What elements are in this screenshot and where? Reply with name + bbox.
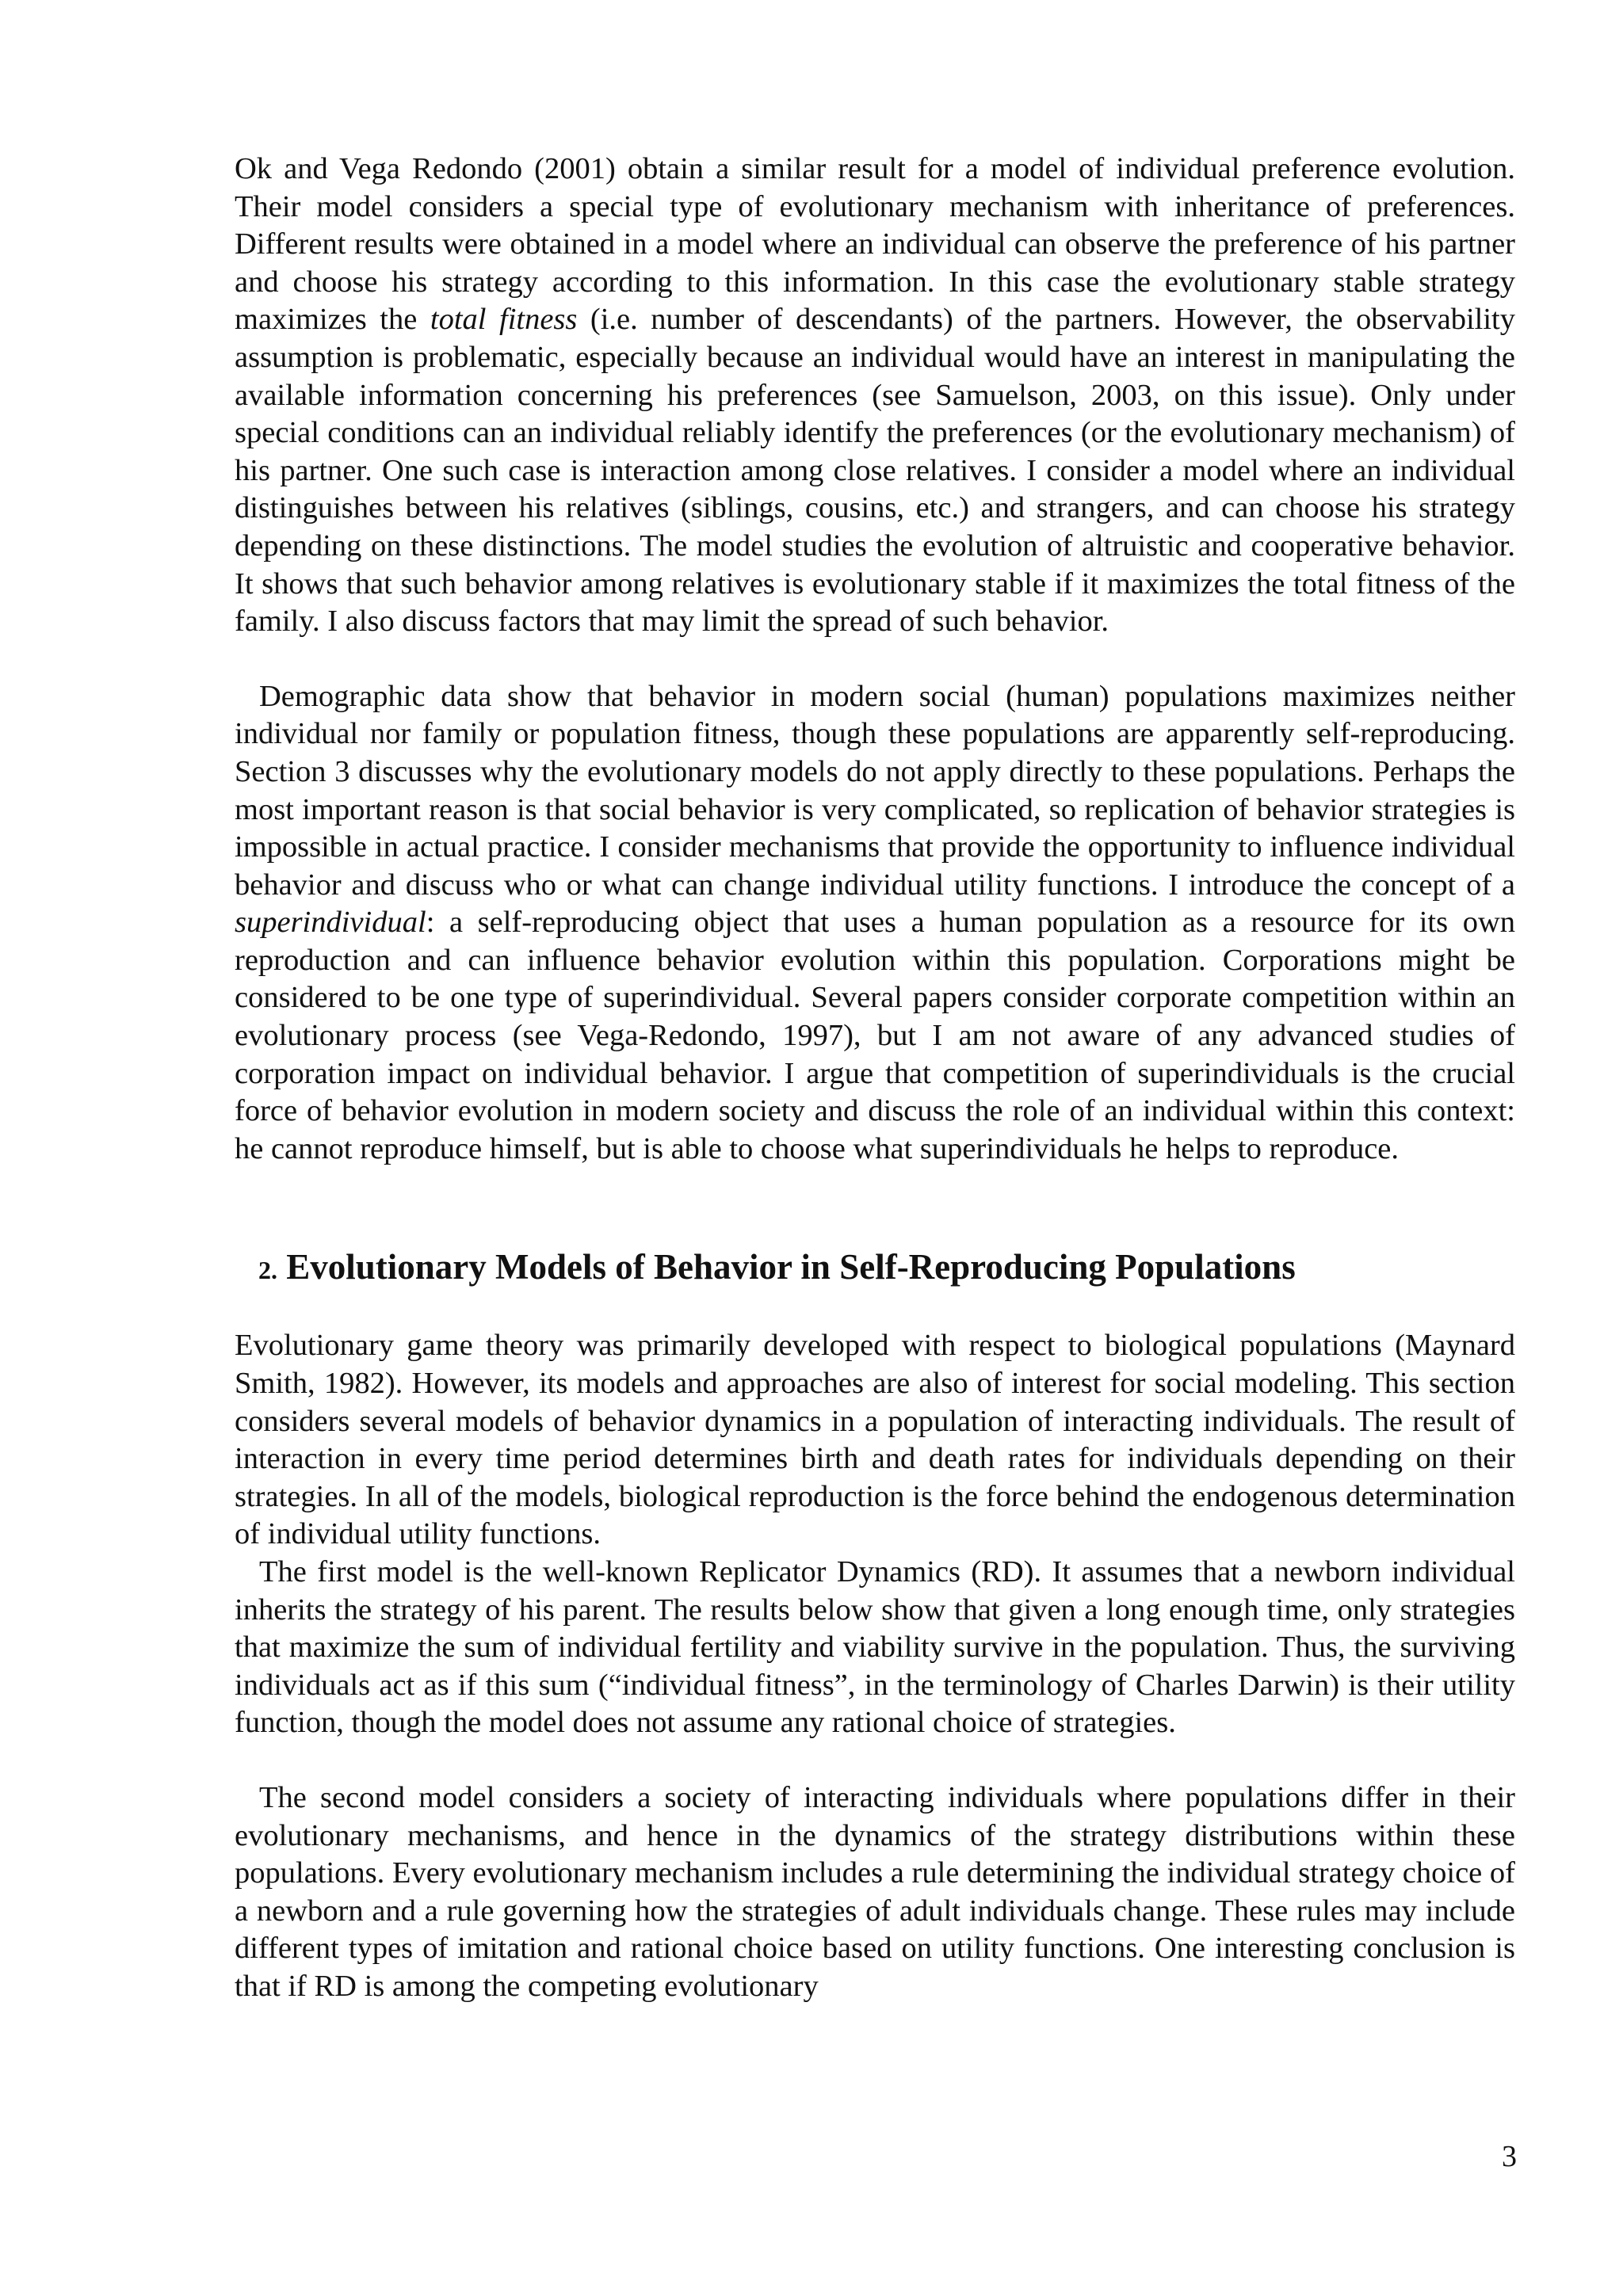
- paragraph-text: Demographic data show that behavior in modern social (human) populations maximizes neither individual nor family or population fitness, though these populations are apparently self-reproducing. Section 3 discusses why the evolutionary models do not apply directly to these populations. Perhaps the most important reason is that social behavior is very complicated, so replication of behavior strategies is impossible in actual practice. I consider mechanisms that provide the opportunity to influence individual behavior and discuss who or what can change individual utility functions. I introduce the concept of a: [235, 679, 1515, 902]
- paragraph-spacer: [235, 1742, 1515, 1779]
- section-number: 2.: [258, 1256, 277, 1285]
- section-heading: [258, 1247, 1515, 1290]
- page-body: [235, 151, 1515, 2006]
- paragraph-preference-evolution: [235, 151, 1515, 641]
- page-number: 3: [1502, 2140, 1517, 2173]
- paragraph-second-model: The second model considers a society of interacting individuals where populations differ in their evolutionary mechanisms, and hence in the dynamics of the strategy distributions within these populations. Every evolutionary mechanism includes a rule determining the individual strategy choice of a newborn and a rule governing how the strategies of adult individuals change. These rules may include different types of imitation and rational choice based on utility functions. One interesting conclusion is that if RD is among the competing evolutionary: [235, 1780, 1515, 2003]
- paragraph-text: (i.e. number of descendants) of the partners. However, the observability assumption is problematic, especially because an individual would have an interest in manipulating the available information concerning his preferences (see Samuelson, 2003, on this issue). Only under special conditions can an individual reliably identify the preferences (or the evolutionary mechanism) of his partner. One such case is interaction among close relatives. I consider a model where an individual distinguishes between his relatives (siblings, cousins, etc.) and strangers, and can choose his strategy depending on these distinctions. The model studies the evolution of altruistic and cooperative behavior. It shows that such behavior among relatives is evolutionary stable if it maximizes the total fitness of the family. I also discuss factors that may limit the spread of such behavior.: [235, 303, 1515, 639]
- section-title: Evolutionary Models of Behavior in Self-Reproducing Populations: [286, 1247, 1296, 1287]
- emphasis-total-fitness: total fitness: [430, 303, 578, 337]
- paragraph-evolutionary-game-theory: Evolutionary game theory was primarily developed with respect to biological populations (Maynard Smith, 1982). However, its models and approaches are also of interest for social modeling. This section considers several models of behavior dynamics in a population of interacting individuals. The result of interaction in every time period determines birth and death rates for individuals depending on their strategies. In all of the models, biological reproduction is the force behind the endogenous determination of individual utility functions.: [235, 1329, 1515, 1551]
- paragraph-spacer: [235, 641, 1515, 678]
- paragraph-demographic-data: [235, 678, 1515, 1169]
- paragraph-replicator-dynamics: The first model is the well-known Replicator Dynamics (RD). It assumes that a newborn individual inherits the strategy of his parent. The results below show that given a long enough time, only strategies that maximize the sum of individual fertility and viability survive in the population. Thus, the surviving individuals act as if this sum (“individual fitness”, in the terminology of Charles Darwin) is their utility function, though the model does not assume any rational choice of strategies.: [235, 1555, 1515, 1740]
- paragraph-text: Ok and Vega Redondo (2001) obtain a similar result for a model of individual preference evolution. Their model considers a special type of evolutionary mechanism with inheritance of preferences. Different results were obtained in a model where an individual can observe the preference of his partner and choose his strategy according to this information. In this case the evolutionary stable strategy maximizes the: [235, 152, 1515, 337]
- paragraph-text: : a self-reproducing object that uses a human population as a resource for its own reproduction and can influence behavior evolution within this population. Corporations might be considered to be one type of superindividual. Several papers consider corporate competition within an evolutionary process (see Vega-Redondo, 1997), but I am not aware of any advanced studies of corporation impact on individual behavior. I argue that competition of superindividuals is the crucial force of behavior evolution in modern society and discuss the role of an individual within this context: he cannot reproduce himself, but is able to choose what superindividuals he helps to reproduce.: [235, 906, 1515, 1165]
- emphasis-superindividual: superindividual: [235, 906, 426, 940]
- heading-spacer: [235, 1290, 1515, 1327]
- section-spacer: [235, 1168, 1515, 1247]
